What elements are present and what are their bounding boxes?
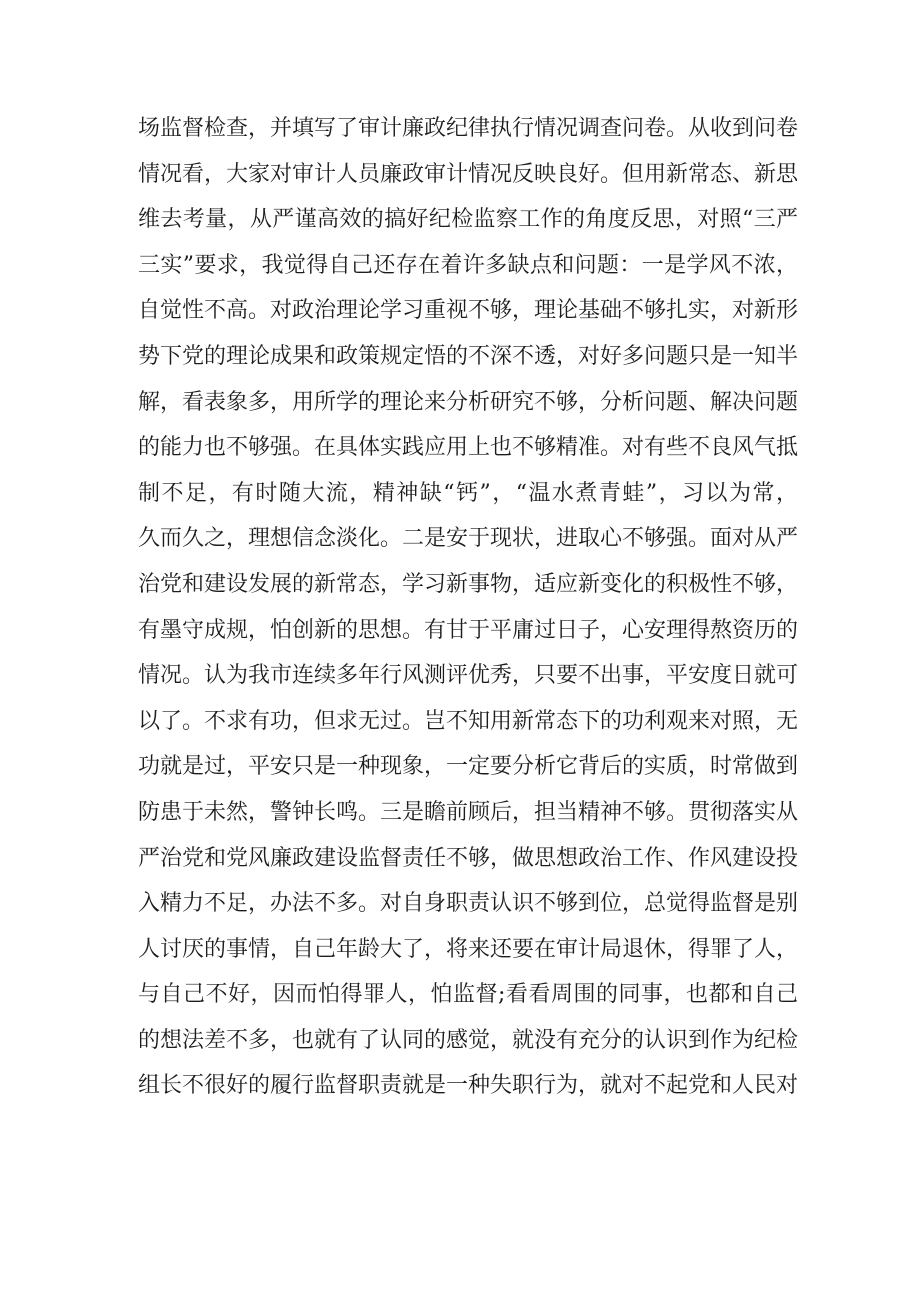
text-line: 的能力也不够强。在具体实践应用上也不够精准。对有些不良风气抵 xyxy=(138,435,799,461)
text-line: 防患于未然，警钟长鸣。三是瞻前顾后，担当精神不够。贯彻落实从 xyxy=(138,799,799,825)
text-line: 治党和建设发展的新常态，学习新事物，适应新变化的积极性不够， xyxy=(138,571,799,597)
text-line: 人讨厌的事情，自己年龄大了，将来还要在审计局退休，得罪了人， xyxy=(138,936,799,962)
text-line: 功就是过，平安只是一种现象，一定要分析它背后的实质，时常做到 xyxy=(138,754,799,780)
text-line: 严治党和党风廉政建设监督责任不够，做思想政治工作、作风建设投 xyxy=(138,845,799,871)
text-line: 久而久之，理想信念淡化。二是安于现状，进取心不够强。面对从严 xyxy=(138,526,799,552)
text-line: 与自己不好，因而怕得罪人，怕监督;看看周围的同事，也都和自己 xyxy=(138,982,798,1008)
text-line: 的想法差不多，也就有了认同的感觉，就没有充分的认识到作为纪检 xyxy=(138,1027,799,1053)
body-paragraph xyxy=(138,106,798,1109)
text-line: 有墨守成规，怕创新的思想。有甘于平庸过日子，心安理得熬资历的 xyxy=(138,617,799,643)
text-line: 入精力不足，办法不多。对自身职责认识不够到位，总觉得监督是别 xyxy=(138,891,799,917)
text-line: 场监督检查，并填写了审计廉政纪律执行情况调查问卷。从收到问卷 xyxy=(138,116,799,141)
text-line: 三实”要求，我觉得自己还存在着许多缺点和问题：一是学风不浓， xyxy=(138,252,798,278)
text-line: 解，看表象多，用所学的理论来分析研究不够，分析问题、解决问题 xyxy=(138,389,799,415)
text-line: 以了。不求有功，但求无过。岂不知用新常态下的功利观来对照，无 xyxy=(138,708,799,734)
text-line: 制不足，有时随大流，精神缺“钙”，“温水煮青蛙”，习以为常， xyxy=(138,480,798,506)
text-line: 情况看，大家对审计人员廉政审计情况反映良好。但用新常态、新思 xyxy=(138,161,799,187)
text-line: 组长不很好的履行监督职责就是一种失职行为，就对不起党和人民对 xyxy=(138,1073,799,1099)
text-line: 情况。认为我市连续多年行风测评优秀，只要不出事，平安度日就可 xyxy=(138,663,799,689)
text-line: 自觉性不高。对政治理论学习重视不够，理论基础不够扎实，对新形 xyxy=(138,298,799,324)
text-line: 势下党的理论成果和政策规定悟的不深不透，对好多问题只是一知半 xyxy=(138,343,799,369)
text-line: 维去考量，从严谨高效的搞好纪检监察工作的角度反思，对照“三严 xyxy=(138,207,798,233)
